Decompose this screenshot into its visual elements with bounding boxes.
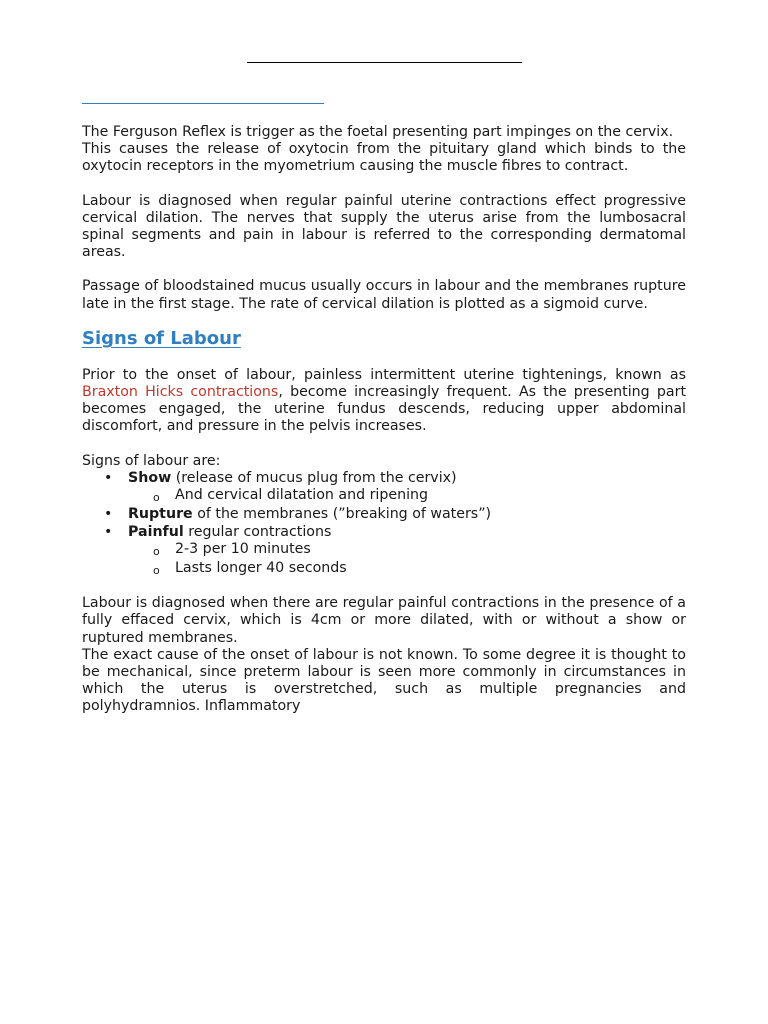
bullet-icon: •: [104, 524, 113, 541]
list-item-text: regular contractions: [183, 524, 332, 541]
signs-of-labour-heading-text: Signs of Labour: [82, 327, 241, 349]
list-item-painful: [82, 524, 686, 577]
paragraph-labour-definition: Labour is diagnosed when there are regular painful contractions in the presence of a fully effaced cervix, which is 4cm or more dilated, with or without a show or ruptured membranes.: [82, 595, 686, 646]
circle-bullet-icon: o: [153, 563, 160, 577]
list-item-term: Show: [128, 469, 172, 486]
circle-bullet-icon: o: [153, 491, 160, 505]
paragraph-oxytocin-release: This causes the release of oxytocin from the pituitary gland which binds to the oxytocin receptors in the myometrium causing the muscle fibres to contract.: [82, 141, 686, 175]
paragraph-braxton-hicks: [82, 367, 686, 436]
list-item-term: Painful: [128, 524, 184, 541]
list-item-rupture: [82, 506, 686, 523]
sub-list-item: [128, 487, 686, 504]
braxton-hicks-intro-text: Prior to the onset of labour, painless intermittent uterine tightenings, known as: [82, 366, 686, 383]
list-item-text: of the membranes (”breaking of waters”): [192, 505, 492, 522]
header-rule: [247, 62, 522, 63]
list-item-term: Rupture: [128, 505, 193, 522]
signs-list-intro: Signs of labour are:: [82, 452, 221, 469]
braxton-hicks-rest-text: , become increasingly frequent. As the presenting part becomes engaged, the uterine fundus descends, reducing upper abdominal discomfort, and pressure in the pelvis increases.: [82, 384, 687, 435]
paragraph-labour-cause: The exact cause of the onset of labour is not known. To some degree it is thought to be mechanical, since preterm labour is seen more commonly in circumstances in which the uterus is overstretched, such as multiple pregnancies and polyhydramnios. Inflammatory: [82, 646, 686, 715]
circle-bullet-icon: o: [153, 545, 160, 559]
sub-list: [128, 487, 686, 504]
signs-list: [82, 470, 686, 577]
sub-list: [128, 541, 686, 577]
list-item-show: [82, 470, 686, 504]
section-title-rule: [82, 103, 324, 104]
bullet-icon: •: [104, 469, 113, 486]
sub-list-item-text: Lasts longer 40 seconds: [175, 559, 347, 576]
sub-list-item-text: 2-3 per 10 minutes: [175, 541, 311, 558]
list-item-text: (release of mucus plug from the cervix): [171, 469, 457, 486]
sub-list-item-text: And cervical dilatation and ripening: [175, 487, 429, 504]
bullet-icon: •: [104, 505, 113, 522]
paragraph-ferguson-reflex: The Ferguson Reflex is trigger as the foetal presenting part impinges on the cervix.: [82, 124, 674, 140]
braxton-hicks-term: Braxton Hicks contractions: [82, 384, 279, 401]
signs-of-labour-heading: [82, 328, 686, 350]
sub-list-item: [128, 541, 686, 558]
paragraph-labour-diagnosis: Labour is diagnosed when regular painful uterine contractions effect progressive cervical dilation. The nerves that supply the uterus arise from the lumbosacral spinal segments and pain in labour is referred to the corresponding dermatomal areas.: [82, 192, 686, 261]
document-body: [82, 124, 686, 716]
paragraph-bloodstained-mucus: Passage of bloodstained mucus usually occurs in labour and the membranes rupture late in the first stage. The rate of cervical dilation is plotted as a sigmoid curve.: [82, 278, 686, 312]
sub-list-item: [128, 560, 686, 577]
